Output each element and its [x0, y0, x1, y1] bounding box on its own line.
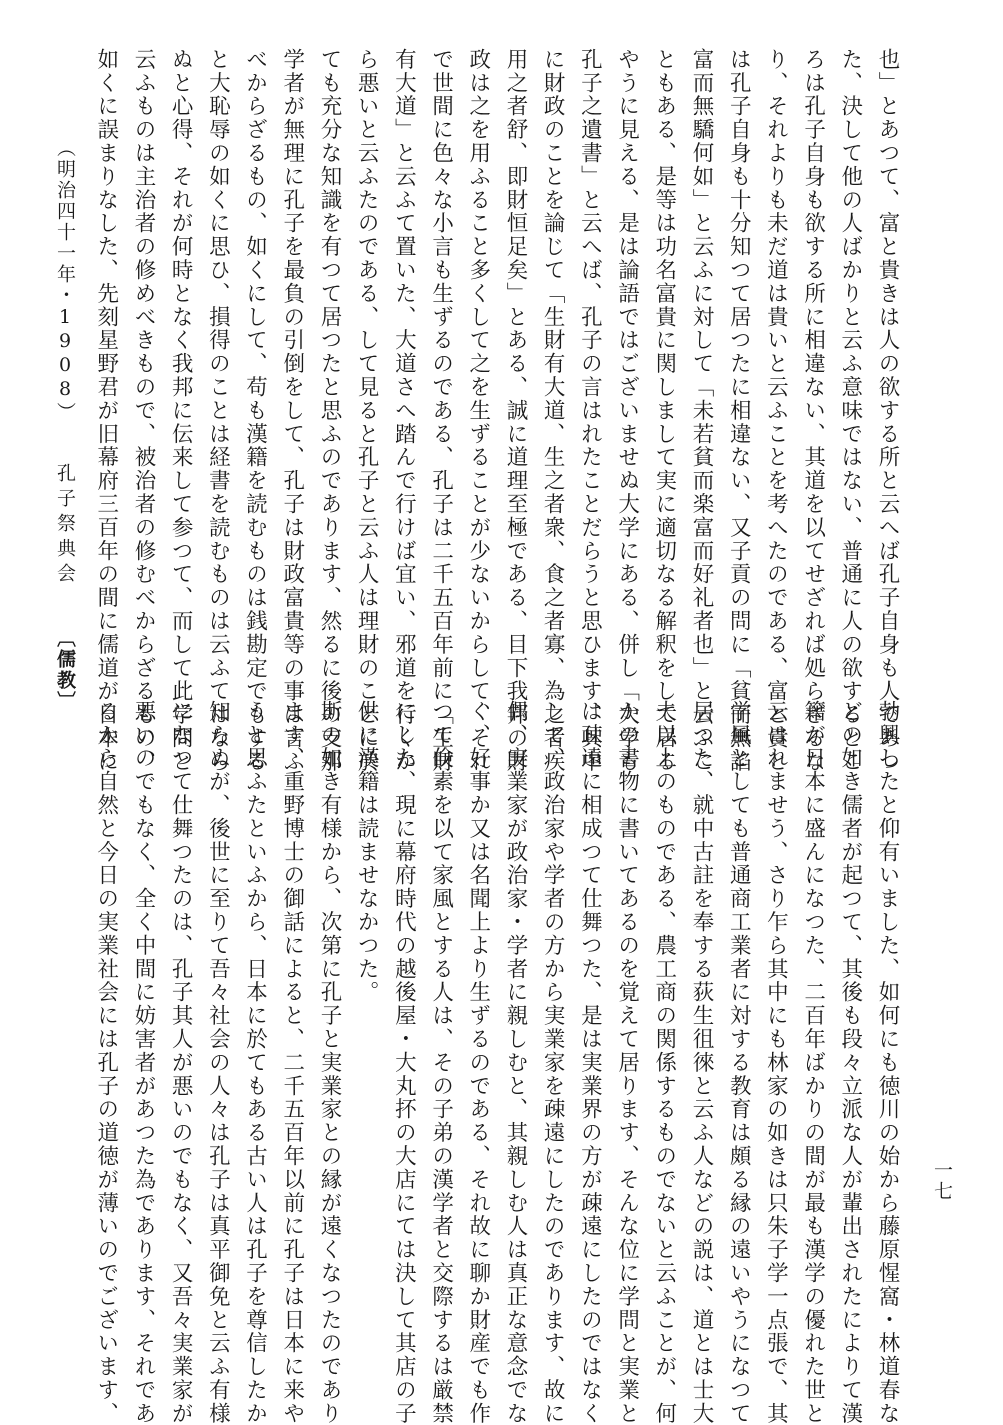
header-title: 孔子祭典会 [54, 463, 76, 588]
text-column: やうに見える、是は論語ではございませぬ大学にある、併し「大学も [614, 48, 640, 774]
text-column: 勃興したと仰有いました、如何にも徳川の始から藤原惺窩・林道春な [875, 700, 900, 1425]
text-column: 斯の如き有様から、次第に孔子と実業家との縁が遠くなつたのであり [316, 700, 342, 1425]
text-column: 悪いのでもなく、全く中間に妨害者があつた為であります、それであ [130, 700, 156, 1425]
text-column: 富而無驕何如」と云ふに対して「未若貧而楽富而好礼者也」と云ふこ [688, 48, 714, 774]
text-column: 政は之を用ふること多くして之を生ずることが少ないからして、それ [465, 48, 491, 774]
text-column: 孔子之遺書」と云へば、孔子の言はれたことだらうと思ひます、其中 [577, 48, 603, 774]
text-column: 云はれませう、さり乍ら其中にも林家の如きは只朱子学一点張で、其 [763, 700, 789, 1425]
text-column: 供に漢籍は読ませなかつた。 [354, 700, 380, 1005]
text-column: と大恥辱の如くに思ひ、損得のことは経書を読むものは云ふてはなら [205, 48, 231, 774]
running-header [52, 138, 79, 712]
header-date: （明治四十一年・1908） [54, 138, 76, 423]
text-column: 学者が無理に孔子を最負の引倒をして、孔子は財政富貴等の事は言ふ [279, 48, 305, 774]
text-column: にした、現に幕府時代の越後屋・大丸抔の大店にては決して其店の子 [391, 700, 417, 1425]
text-column: は疎遠に相成つて仕舞つた、是は実業界の方が疎遠にしたのではなく [577, 700, 603, 1425]
text-column: うと思ふたといふから、日本に於てもある古い人は孔子を尊信したか [242, 700, 268, 1425]
text-column: に財政のことを論じて「生財有大道、生之者衆、食之者寡、為之者疾 [540, 48, 566, 774]
text-column: く、好事か又は名聞上より生ずるのである、それ故に聊か財産でも作 [465, 700, 491, 1425]
text-column: は孔子自身も十分知つて居つたに相違ない、又子貢の問に「貧而無諂 [726, 48, 752, 774]
text-column: 也」とあつて、富と貴きは人の欲する所と云へば孔子自身も人であつ [875, 48, 900, 774]
text-column: 籍が日本に盛んになつた、二百年ばかりの間が最も漢学の優れた世と [800, 700, 826, 1425]
text-column: た、決して他の人ばかりと云ふ意味ではない、普通に人の欲するとこ [837, 48, 863, 774]
page-number: 一七 [931, 1160, 953, 1202]
text-column: ろは孔子自身も欲する所に相違ない、其道を以てせざれば処らざるな [800, 48, 826, 774]
text-column: で世間に色々な小言も生ずるのである、孔子は二千五百年前に「生財 [428, 48, 454, 774]
text-column: べからざるもの、如くにして、苟も漢籍を読むものは銭勘定でもする [242, 48, 268, 774]
text-column: 学風としても普通商工業者に対する教育は頗る縁の遠いやうになつて [726, 700, 752, 1425]
header-spacer [52, 423, 79, 463]
text-column: つて倹素を以て家風とする人は、その子弟の漢学者と交際するは厳禁 [428, 700, 454, 1425]
text-column: 夫以上のものである、農工商の関係するものでないと云ふことが、何 [651, 700, 677, 1425]
text-column: 用之者舒、即財恒足矣」とある、誠に道理至極である、目下我邦の財 [502, 48, 528, 774]
lower-text-block [93, 700, 906, 1425]
text-column: ら悪いと云ふたのである、して見ると孔子と云ふ人は理財のことに於 [354, 48, 380, 774]
text-column: になつて仕舞つたのは、孔子其人が悪いのでもなく、又吾々実業家が [168, 700, 194, 1425]
text-column: 有大道」と云ふて置いた、大道さへ踏んで行けば宜い、邪道を行くか [391, 48, 417, 774]
header-spacer [52, 588, 79, 628]
upper-text-block [93, 48, 906, 774]
text-column: 偶、実業家が政治家・学者に親しむと、其親しむ人は真正な意念でな [502, 700, 528, 1425]
text-column: ぬと心得、それが何時となく我邦に伝来して参つて、而して此学問と [168, 48, 194, 774]
header-category: 〔儒教〕 [54, 628, 76, 712]
text-column: ともある、是等は功名富貴に関しまして実に適切なる解釈をして居る [651, 48, 677, 774]
text-column: 知らぬが、後世に至りて吾々社会の人々は孔子は真平御免と云ふ有様 [205, 700, 231, 1425]
text-column: るから自然と今日の実業社会には孔子の道徳が薄いのでございます、 [93, 700, 119, 1425]
text-column: 云ふものは主治者の修めべきもので、被治者の修むべからざるもの、 [130, 48, 156, 774]
text-column: かの書物に書いてあるのを覚えて居ります、そんな位に学問と実業と [614, 700, 640, 1425]
text-column: 居つた、就中古註を奉する荻生徂徠と云ふ人などの説は、道とは士大 [688, 700, 714, 1425]
text-column: ます、重野博士の御話によると、二千五百年以前に孔子は日本に来や [279, 700, 305, 1425]
text-column: どの如き儒者が起つて、其後も段々立派な人が輩出されたによりて漢 [837, 700, 863, 1425]
text-column: り、それよりも未だ道は貴いと云ふことを考へたのである、富と貴と [763, 48, 789, 774]
text-column: ても充分な知識を有つて居つたと思ふのであります、然るに後の支那 [316, 48, 342, 774]
text-column: して、政治家や学者の方から実業家を疎遠にしたのであります、故に [540, 700, 566, 1425]
text-column: 如くに誤まりなした、先刻星野君が旧幕府三百年の間に儒道が日本に [93, 48, 119, 774]
